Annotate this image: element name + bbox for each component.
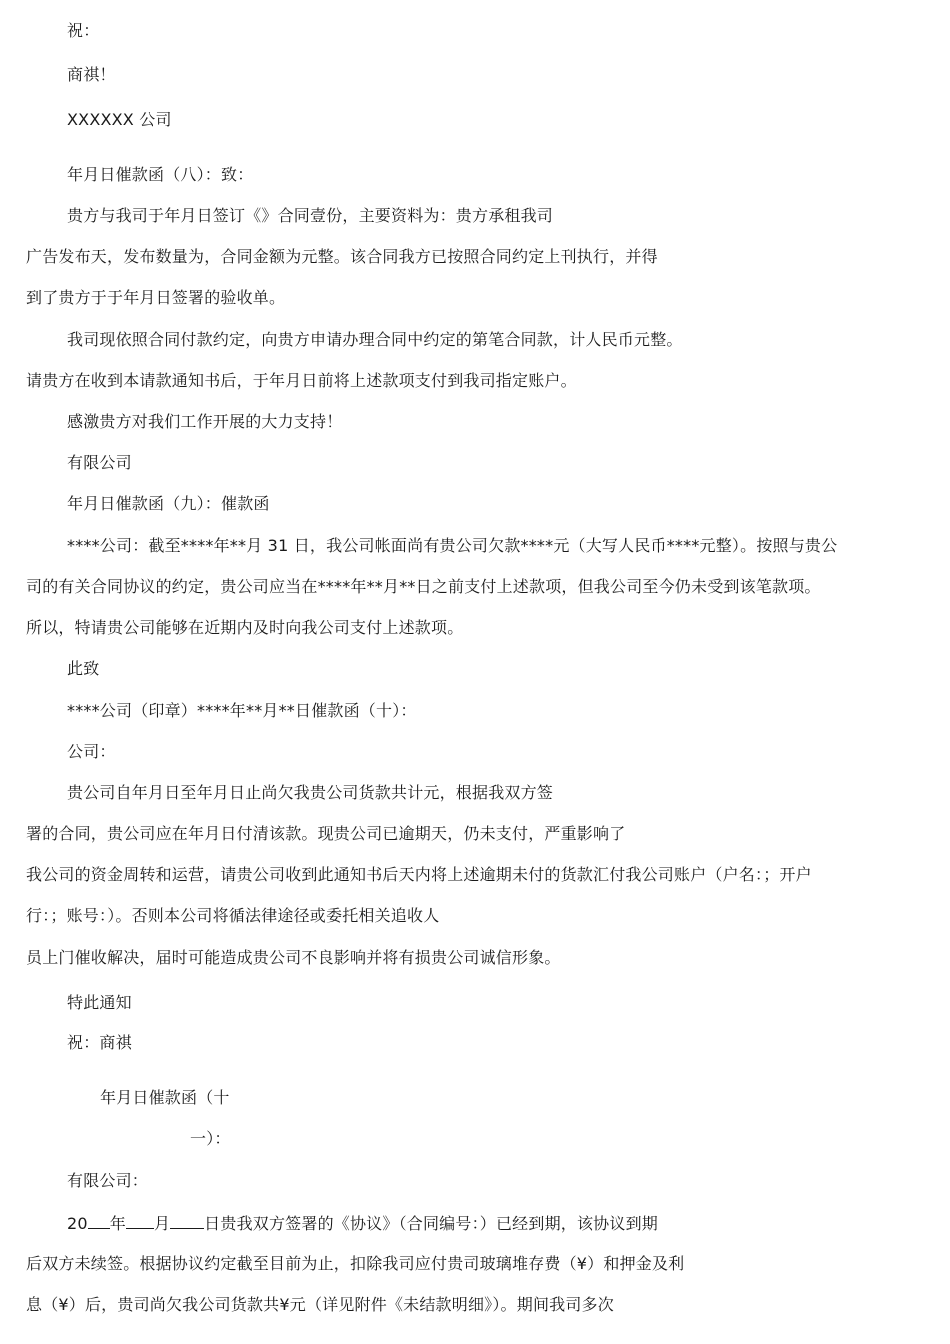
- text-line: 贵公司自年月日至年月日止尚欠我贵公司货款共计元，根据我双方签: [67, 783, 554, 802]
- text-line: 公司：: [67, 742, 116, 761]
- month-label: 月: [153, 1214, 171, 1233]
- text-line: 员上门催收解决，届时可能造成贵公司不良影响并将有损贵公司诚信形象。: [26, 948, 561, 967]
- text-line: 息（¥）后，贵司尚欠我公司货款共¥元（详见附件《未结款明细》）。期间我司多次: [26, 1295, 614, 1314]
- text-line: 署的合同，贵公司应在年月日付清该款。现贵公司已逾期天，仍未支付，严重影响了: [26, 824, 626, 843]
- text-line: 年月日催款函（八）：致：: [67, 165, 254, 184]
- text-line: 年月日催款函（九）：催款函: [67, 494, 270, 513]
- year-prefix: 20: [67, 1214, 88, 1233]
- year-blank: [88, 1212, 110, 1229]
- text-line: 我公司的资金周转和运营，请贵公司收到此通知书后天内将上述逾期未付的货款汇付我公司账户（户名：；开户: [26, 865, 812, 884]
- month-blank: [126, 1212, 154, 1229]
- text-line: 一）：: [190, 1129, 231, 1148]
- text-line: 行：；账号：）。否则本公司将循法律途径或委托相关追收人: [26, 906, 440, 925]
- text-line: 到了贵方于于年月日签署的验收单。: [26, 288, 286, 307]
- text-line: 祝：: [67, 21, 100, 40]
- text-line: 贵方与我司于年月日签订《》合同壹份，主要资料为：贵方承租我司: [67, 206, 554, 225]
- day-blank: [170, 1212, 204, 1229]
- text-line: 特此通知: [67, 993, 132, 1012]
- text-line: 我司现依照合同付款约定，向贵方申请办理合同中约定的第笔合同款，计人民币元整。: [67, 330, 683, 349]
- text-line: 广告发布天，发布数量为，合同金额为元整。该合同我方已按照合同约定上刊执行，并得: [26, 247, 658, 266]
- text-line: 请贵方在收到本请款通知书后，于年月日前将上述款项支付到我司指定账户。: [26, 371, 577, 390]
- text-line: 祝：商祺: [67, 1033, 132, 1052]
- text-line: ****公司：截至****年**月 31 日，我公司帐面尚有贵公司欠款****元（大写人民币****元整）。按照与贵公: [67, 536, 838, 555]
- fill-in-blank-line: [67, 1212, 658, 1234]
- text-line: 年月日催款函（十: [100, 1088, 230, 1107]
- text-line: 感激贵方对我们工作开展的大力支持！: [67, 412, 343, 431]
- text-line: 后双方未续签。根据协议约定截至目前为止，扣除我司应付贵司玻璃堆存费（¥）和押金及利: [26, 1254, 685, 1273]
- text-line: 司的有关合同协议的约定，贵公司应当在****年**月**日之前支付上述款项，但我公司至今仍未受到该笔款项。: [26, 577, 821, 596]
- text-line: XXXXXX 公司: [67, 110, 172, 129]
- text-line: 商祺！: [67, 65, 116, 84]
- text-line: 有限公司: [67, 453, 132, 472]
- text-line: 所以，特请贵公司能够在近期内及时向我公司支付上述款项。: [26, 618, 464, 637]
- text-line: 此致: [67, 659, 100, 678]
- year-label: 年: [109, 1214, 126, 1233]
- line-rest: 日贵我双方签署的《协议》（合同编号：）已经到期，该协议到期: [204, 1214, 658, 1233]
- text-line: 有限公司：: [67, 1171, 149, 1190]
- text-line: ****公司（印章）****年**月**日催款函（十）：: [67, 701, 417, 720]
